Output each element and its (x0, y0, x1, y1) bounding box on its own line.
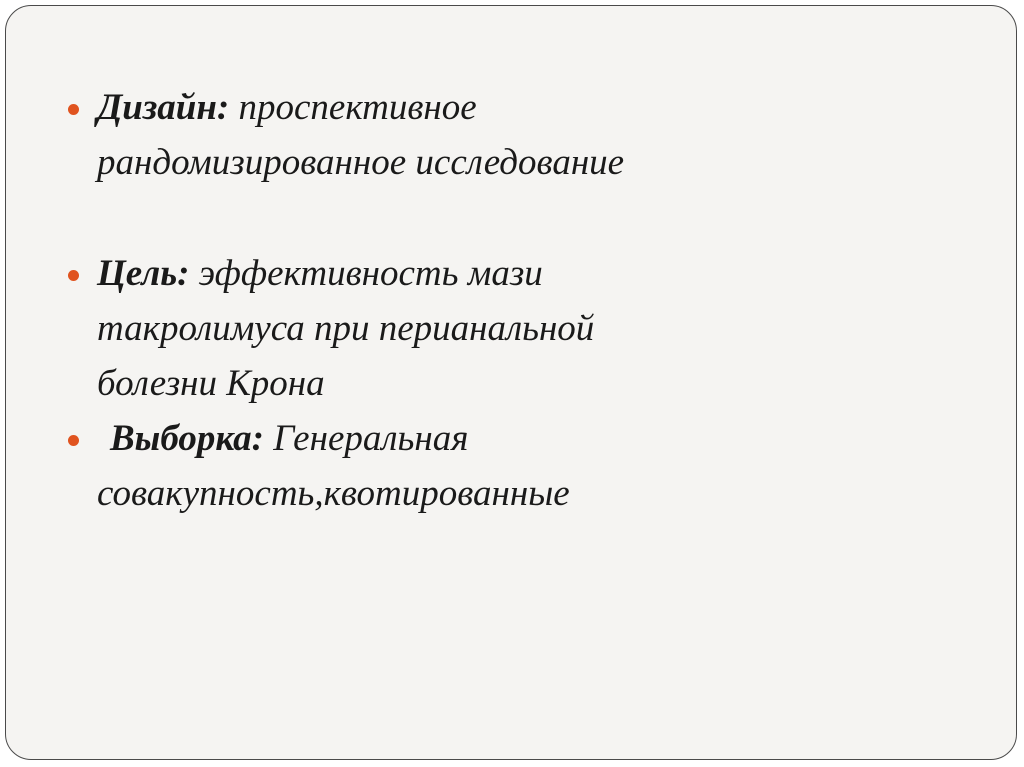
bullet-dot-icon (68, 435, 79, 446)
bullet-dot-icon (68, 104, 79, 115)
bullet-label: Выборка: (110, 418, 264, 459)
bullet-design (68, 80, 928, 190)
bullet-goal (68, 246, 928, 411)
bullet-text: совакупность,квотированные (97, 473, 570, 514)
bullet-sample (68, 411, 928, 521)
bullet-text: рандомизированное исследование (97, 142, 625, 183)
bullet-text: проспективное (238, 87, 477, 128)
bullet-label: Цель: (97, 253, 190, 294)
bullet-dot-icon (68, 270, 79, 281)
bullet-list (68, 80, 928, 521)
bullet-text: болезни Крона (97, 363, 325, 404)
bullet-label: Дизайн: (97, 87, 230, 128)
bullet-text: Генеральная (273, 418, 469, 459)
slide-frame (5, 5, 1017, 760)
bullet-text: эффективность мази (198, 253, 543, 294)
bullet-text: такролимуса при перианальной (97, 308, 595, 349)
